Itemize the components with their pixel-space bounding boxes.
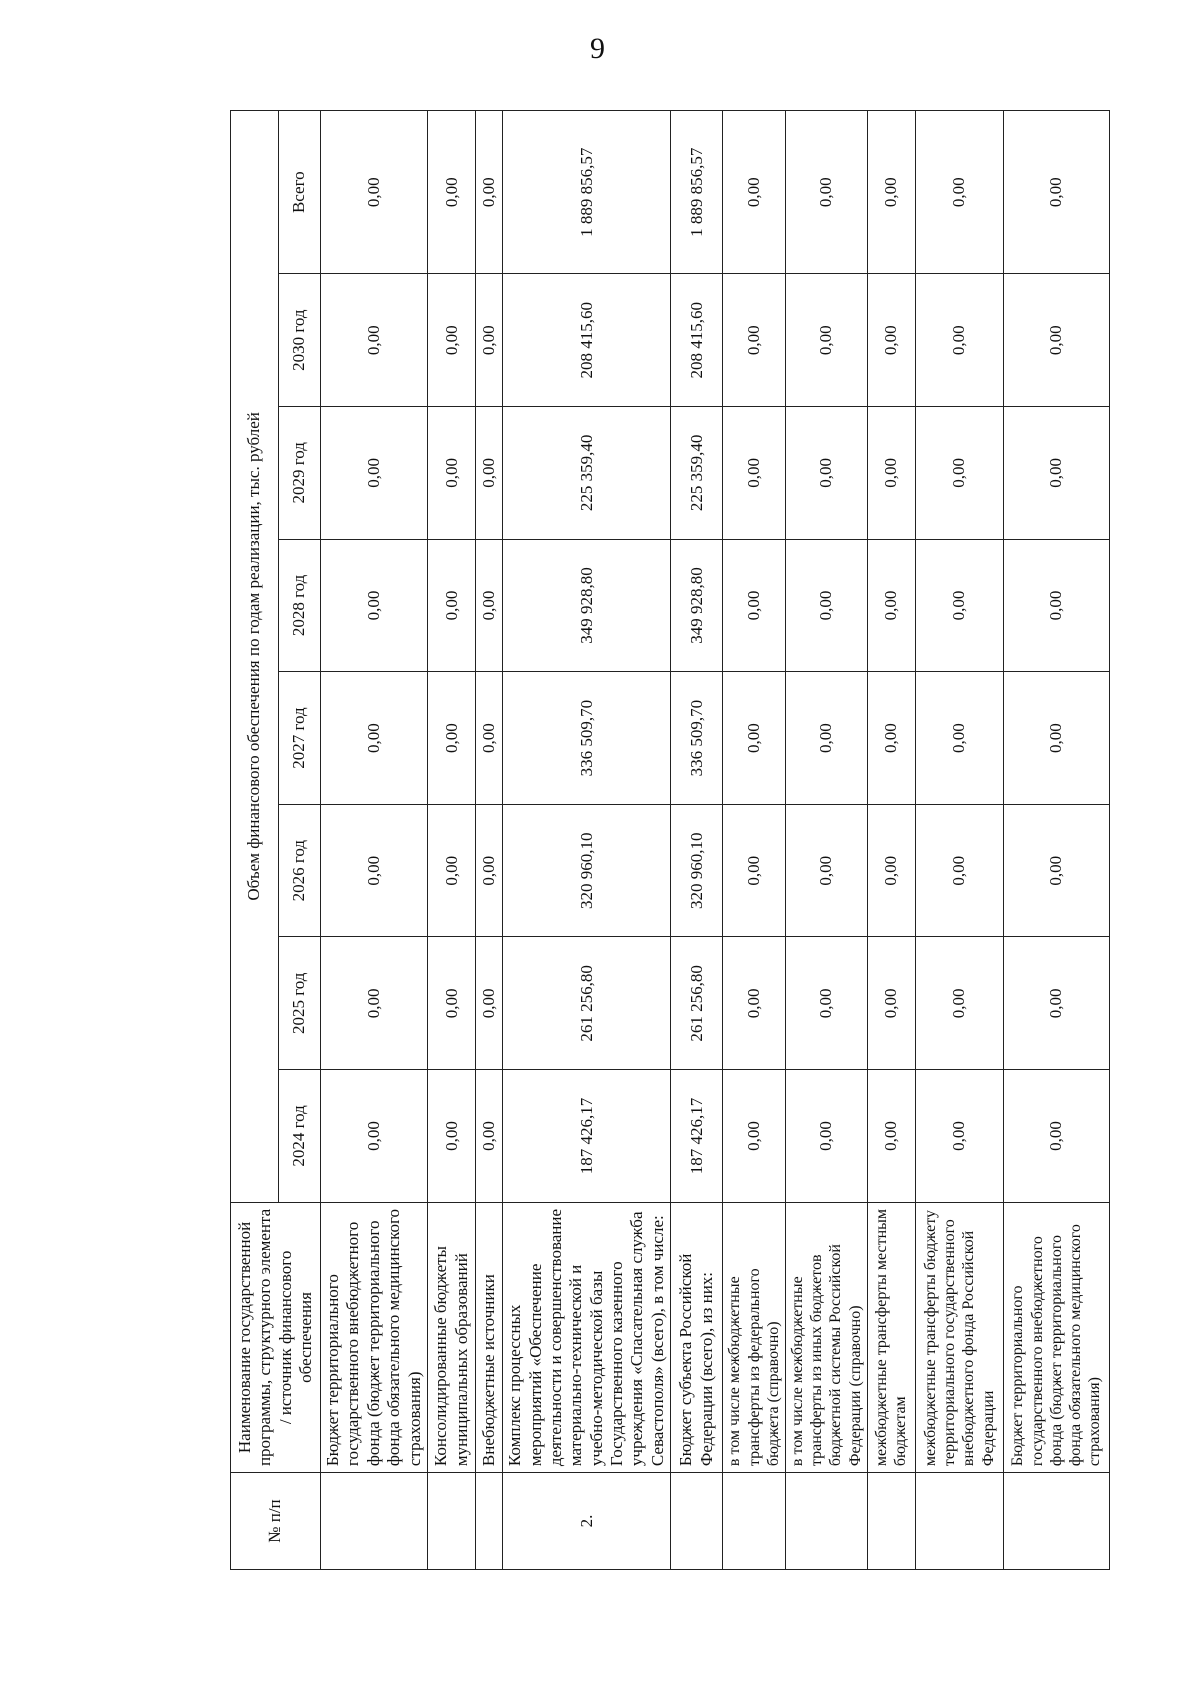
row-name: Внебюджетные источники	[476, 1202, 503, 1472]
row-value: 0,00	[915, 274, 1003, 407]
header-financing-group: Объем финансового обеспечения по годам реализации, тыс. рублей	[231, 111, 279, 1203]
row-value: 1 889 856,57	[503, 111, 671, 274]
row-value: 0,00	[723, 672, 786, 805]
header-year: 2024 год	[279, 1070, 321, 1203]
row-value: 336 509,70	[503, 672, 671, 805]
header-name: Наименование государственной программы, структурного элемента / источник финансового обеспечения	[231, 1202, 321, 1472]
row-num	[915, 1473, 1003, 1570]
header-num: № п/п	[231, 1473, 321, 1570]
header-year: 2028 год	[279, 539, 321, 672]
row-value: 0,00	[428, 539, 476, 672]
row-value: 0,00	[476, 539, 503, 672]
row-value: 0,00	[321, 274, 428, 407]
row-value: 0,00	[1003, 1070, 1109, 1203]
row-value: 0,00	[785, 539, 867, 672]
row-value: 187 426,17	[671, 1070, 723, 1203]
row-value: 0,00	[428, 1070, 476, 1203]
table-row	[503, 111, 671, 1570]
row-value: 0,00	[867, 539, 915, 672]
row-num: 2.	[503, 1473, 671, 1570]
table-row	[867, 111, 915, 1570]
row-value: 0,00	[428, 111, 476, 274]
row-value: 225 359,40	[671, 407, 723, 540]
financing-table	[230, 110, 1110, 1570]
table-row	[671, 111, 723, 1570]
row-value: 0,00	[785, 407, 867, 540]
header-year: 2029 год	[279, 407, 321, 540]
row-value: 0,00	[321, 539, 428, 672]
row-value: 0,00	[321, 672, 428, 805]
row-value: 0,00	[428, 672, 476, 805]
row-value: 0,00	[785, 937, 867, 1070]
row-name: межбюджетные трансферты местным бюджетам	[867, 1202, 915, 1472]
row-value: 0,00	[915, 539, 1003, 672]
row-value: 0,00	[1003, 672, 1109, 805]
row-value: 0,00	[867, 804, 915, 937]
row-value: 0,00	[321, 407, 428, 540]
header-year: 2025 год	[279, 937, 321, 1070]
row-name: Бюджет территориального государственного внебюджетного фонда (бюджет территориального фонда обязательного медицинского страхования)	[321, 1202, 428, 1472]
row-value: 0,00	[723, 539, 786, 672]
row-value: 0,00	[476, 937, 503, 1070]
row-num	[428, 1473, 476, 1570]
row-value: 0,00	[723, 1070, 786, 1203]
row-value: 0,00	[723, 937, 786, 1070]
row-name: Консолидированные бюджеты муниципальных образований	[428, 1202, 476, 1472]
table-row	[785, 111, 867, 1570]
row-value: 0,00	[428, 407, 476, 540]
row-num	[785, 1473, 867, 1570]
header-year: 2026 год	[279, 804, 321, 937]
row-value: 0,00	[321, 804, 428, 937]
row-value: 0,00	[476, 274, 503, 407]
table-row	[723, 111, 786, 1570]
row-name: Комплекс процессных мероприятий «Обеспечение деятельности и совершенствование материально-технической и учебно-методической базы Государственного казенного учреждения «Спасательная служба Севастополя» (всего), в том числе:	[503, 1202, 671, 1472]
row-value: 1 889 856,57	[671, 111, 723, 274]
row-value: 0,00	[428, 937, 476, 1070]
row-value: 208 415,60	[671, 274, 723, 407]
row-value: 0,00	[915, 1070, 1003, 1203]
row-value: 349 928,80	[503, 539, 671, 672]
row-value: 0,00	[321, 937, 428, 1070]
row-value: 349 928,80	[671, 539, 723, 672]
header-year: 2027 год	[279, 672, 321, 805]
row-value: 0,00	[915, 407, 1003, 540]
row-value: 0,00	[785, 1070, 867, 1203]
row-value: 0,00	[476, 111, 503, 274]
row-value: 0,00	[867, 407, 915, 540]
row-value: 0,00	[867, 1070, 915, 1203]
header-year: 2030 год	[279, 274, 321, 407]
row-num	[671, 1473, 723, 1570]
row-num	[867, 1473, 915, 1570]
row-value: 0,00	[476, 672, 503, 805]
row-value: 320 960,10	[671, 804, 723, 937]
row-value: 0,00	[785, 111, 867, 274]
row-value: 0,00	[723, 274, 786, 407]
row-value: 0,00	[867, 111, 915, 274]
row-value: 0,00	[1003, 539, 1109, 672]
row-num	[321, 1473, 428, 1570]
row-name: в том числе межбюджетные трансферты из федерального бюджета (справочно)	[723, 1202, 786, 1472]
row-value: 0,00	[723, 111, 786, 274]
row-num	[476, 1473, 503, 1570]
header-total: Всего	[279, 111, 321, 274]
row-value: 0,00	[785, 274, 867, 407]
table-row	[321, 111, 428, 1570]
row-value: 0,00	[1003, 937, 1109, 1070]
row-value: 336 509,70	[671, 672, 723, 805]
row-value: 187 426,17	[503, 1070, 671, 1203]
row-value: 0,00	[723, 804, 786, 937]
row-value: 0,00	[915, 111, 1003, 274]
row-name: межбюджетные трансферты бюджету территориального государственного внебюджетного фонда Российской Федерации	[915, 1202, 1003, 1472]
row-name: в том числе межбюджетные трансферты из иных бюджетов бюджетной системы Российской Федерации (справочно)	[785, 1202, 867, 1472]
row-value: 0,00	[476, 804, 503, 937]
row-value: 0,00	[785, 804, 867, 937]
row-value: 0,00	[476, 407, 503, 540]
row-value: 0,00	[723, 407, 786, 540]
row-value: 0,00	[915, 804, 1003, 937]
row-num	[1003, 1473, 1109, 1570]
row-name: Бюджет территориального государственного внебюджетного фонда (бюджет территориального фонда обязательного медицинского страхования)	[1003, 1202, 1109, 1472]
row-value: 225 359,40	[503, 407, 671, 540]
row-value: 0,00	[321, 1070, 428, 1203]
row-value: 0,00	[1003, 804, 1109, 937]
row-value: 0,00	[867, 672, 915, 805]
row-value: 0,00	[321, 111, 428, 274]
table-row	[1003, 111, 1109, 1570]
row-num	[723, 1473, 786, 1570]
page-number: 9	[590, 32, 605, 65]
row-value: 0,00	[428, 274, 476, 407]
row-value: 0,00	[476, 1070, 503, 1203]
table-row	[428, 111, 476, 1570]
row-value: 208 415,60	[503, 274, 671, 407]
row-value: 261 256,80	[671, 937, 723, 1070]
row-value: 261 256,80	[503, 937, 671, 1070]
row-value: 0,00	[1003, 274, 1109, 407]
table-row	[476, 111, 503, 1570]
row-value: 0,00	[915, 937, 1003, 1070]
table-row	[915, 111, 1003, 1570]
row-value: 0,00	[1003, 407, 1109, 540]
row-value: 0,00	[867, 274, 915, 407]
row-value: 0,00	[1003, 111, 1109, 274]
row-value: 0,00	[428, 804, 476, 937]
rotated-table-wrapper	[230, 110, 1110, 1570]
row-name: Бюджет субъекта Российской Федерации (всего), из них:	[671, 1202, 723, 1472]
row-value: 0,00	[785, 672, 867, 805]
row-value: 320 960,10	[503, 804, 671, 937]
row-value: 0,00	[867, 937, 915, 1070]
row-value: 0,00	[915, 672, 1003, 805]
